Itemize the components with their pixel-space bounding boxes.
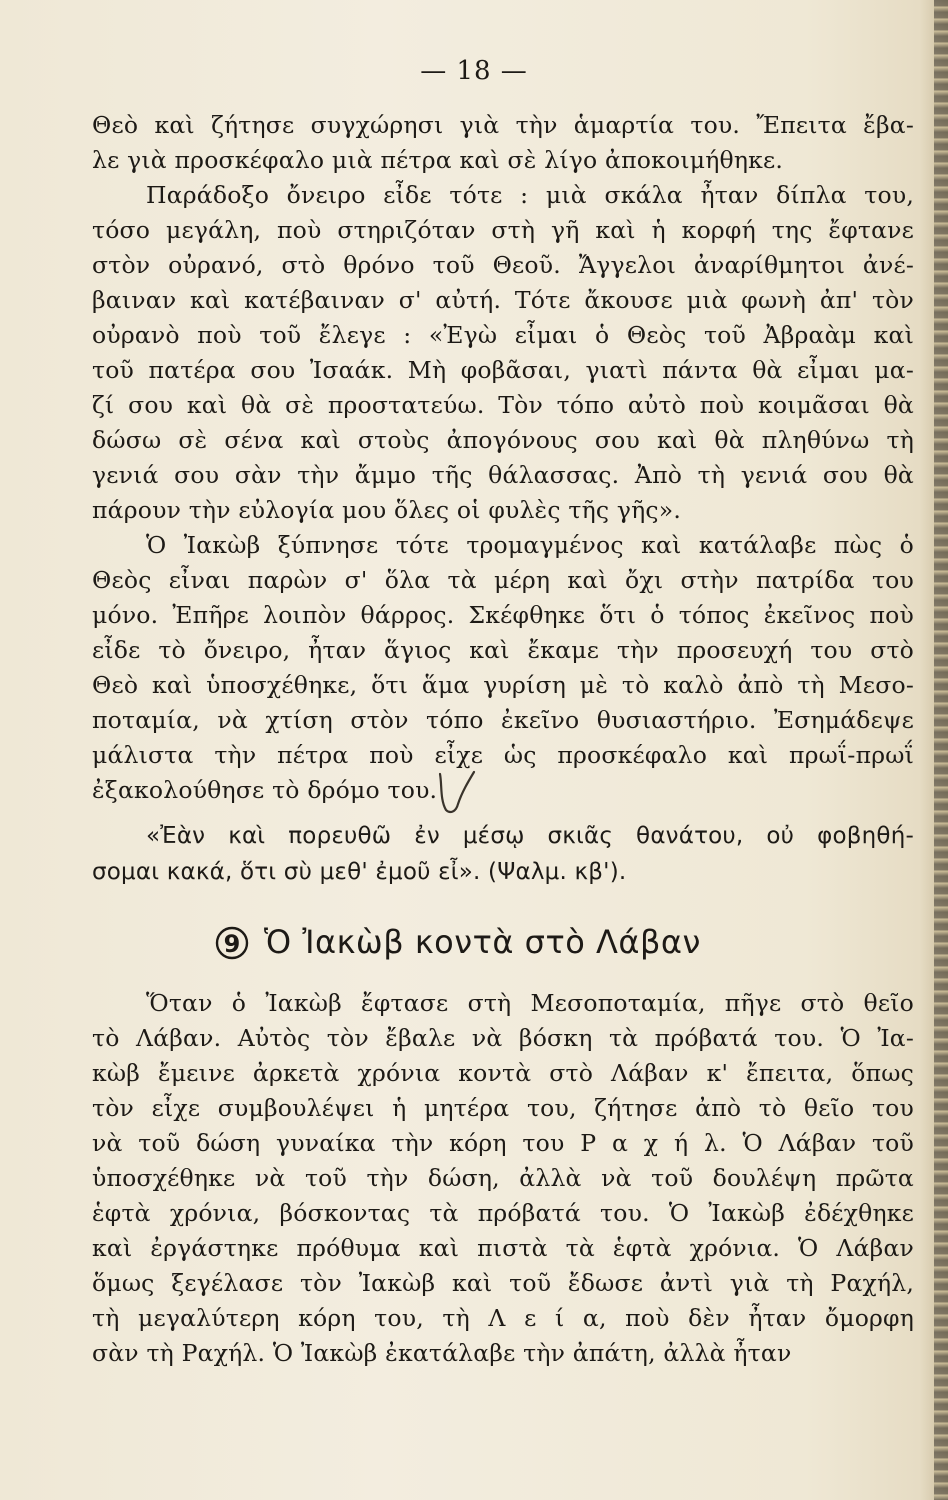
- text-line: δώσω σὲ σένα καὶ στοὺς ἀπογόνους σου καὶ θὰ πληθύνω τὴ: [92, 426, 914, 454]
- quote-line: σομαι κακά, ὅτι σὺ μεθ' ἐμοῦ εἶ». (Ψαλμ. κβ').: [92, 859, 627, 885]
- text-line: τόσο μεγάλη, ποὺ στηριζόταν στὴ γῆ καὶ ἡ κορφή της ἔφτανε: [92, 216, 914, 244]
- text-line: γενιά σου σὰν τὴν ἄμμο τῆς θάλασσας. Ἀπὸ τὴ γενιά σου θὰ: [92, 461, 914, 489]
- text-line: λε γιὰ προσκέφαλο μιὰ πέτρα καὶ σὲ λίγο ἀποκοιμήθηκε.: [92, 146, 784, 174]
- text-line: ὅμως ξεγέλασε τὸν Ἰακὼβ καὶ τοῦ ἔδωσε ἀντὶ γιὰ τὴ Ραχήλ,: [92, 1269, 914, 1297]
- main-text-top: [92, 108, 914, 808]
- text-line: ὑποσχέθηκε νὰ τοῦ τὴν δώση, ἀλλὰ νὰ τοῦ δουλέψη πρῶτα: [92, 1164, 914, 1192]
- section-number-badge: [212, 922, 252, 962]
- text-line: εἶδε τὸ ὄνειρο, ἦταν ἅγιος καὶ ἔκαμε τὴν προσευχή του στὸ: [92, 636, 914, 664]
- text-line: καὶ ἐργάστηκε πρόθυμα καὶ πιστὰ τὰ ἑφτὰ χρόνια. Ὁ Λάβαν: [92, 1234, 914, 1262]
- text-line: τὴ μεγαλύτερη κόρη του, τὴ Λ ε ί α, ποὺ δὲν ἦταν ὄμορφη: [92, 1304, 914, 1332]
- section-title: Ὁ Ἰακὼβ κοντὰ στὸ Λάβαν: [264, 923, 701, 961]
- text-line: τὸ Λάβαν. Αὐτὸς τὸν ἔβαλε νὰ βόσκη τὰ πρόβατά του. Ὁ Ἰα-: [92, 1024, 914, 1052]
- quote-line: «Ἐὰν καὶ πορευθῶ ἐν μέσῳ σκιᾶς θανάτου, οὐ φοβηθή-: [146, 823, 914, 849]
- text-line: μόνο. Ἐπῆρε λοιπὸν θάρρος. Σκέφθηκε ὅτι ὁ τόπος ἐκεῖνος ποὺ: [92, 601, 914, 629]
- text-line: ἑφτὰ χρόνια, βόσκοντας τὰ πρόβατά του. Ὁ Ἰακὼβ ἐδέχθηκε: [92, 1199, 914, 1227]
- text-line: σὰν τὴ Ραχήλ. Ὁ Ἰακὼβ ἐκατάλαβε τὴν ἀπάτη, ἀλλὰ ἦταν: [92, 1339, 792, 1367]
- text-line: ἐξακολούθησε τὸ δρόμο του.: [92, 776, 438, 804]
- text-line: ζί σου καὶ θὰ σὲ προστατεύω. Τὸν τόπο αὐτὸ ποὺ κοιμᾶσαι θὰ: [92, 391, 914, 419]
- text-line: τοῦ πατέρα σου Ἰσαάκ. Μὴ φοβᾶσαι, γιατὶ πάντα θὰ εἶμαι μα-: [92, 356, 914, 384]
- text-line: κὼβ ἔμεινε ἀρκετὰ χρόνια κοντὰ στὸ Λάβαν κ' ἔπειτα, ὅπως: [92, 1059, 914, 1087]
- page-number: — 18 —: [420, 56, 528, 86]
- text-line: Θεὸ καὶ ζήτησε συγχώρησι γιὰ τὴν ἁμαρτία του. Ἔπειτα ἔβα-: [92, 111, 914, 139]
- psalm-quote: [92, 818, 914, 890]
- section-number: 9: [223, 930, 241, 958]
- text-line: Ὁ Ἰακὼβ ξύπνησε τότε τρομαγμένος καὶ κατάλαβε πὼς ὁ: [146, 531, 914, 559]
- text-line: βαιναν καὶ κατέβαιναν σ' αὐτή. Τότε ἄκουσε μιὰ φωνὴ ἀπ' τὸν: [92, 286, 914, 314]
- text-line: στὸν οὐρανό, στὸ θρόνο τοῦ Θεοῦ. Ἄγγελοι ἀναρίθμητοι ἀνέ-: [92, 251, 914, 279]
- handwritten-check-mark: [436, 770, 476, 816]
- text-line: νὰ τοῦ δώση γυναίκα τὴν κόρη του Ρ α χ ή λ. Ὁ Λάβαν τοῦ: [92, 1129, 914, 1157]
- text-line: Θεὸ καὶ ὑποσχέθηκε, ὅτι ἅμα γυρίση μὲ τὸ καλὸ ἀπὸ τὴ Μεσο-: [92, 671, 914, 699]
- text-line: πάρουν τὴν εὐλογία μου ὅλες οἱ φυλὲς τῆς γῆς».: [92, 496, 682, 524]
- text-line: οὐρανὸ ποὺ τοῦ ἔλεγε : «Ἐγὼ εἶμαι ὁ Θεὸς τοῦ Ἀβραὰμ καὶ: [92, 321, 914, 349]
- text-line: Ὅταν ὁ Ἰακὼβ ἔφτασε στὴ Μεσοποταμία, πῆγε στὸ θεῖο: [146, 989, 914, 1017]
- text-line: Θεὸς εἶναι παρὼν σ' ὅλα τὰ μέρη καὶ ὄχι στὴν πατρίδα του: [92, 566, 914, 594]
- text-line: ποταμία, νὰ χτίση στὸν τόπο ἐκεῖνο θυσιαστήριο. Ἐσημάδεψε: [92, 706, 914, 734]
- page-edge: [934, 0, 948, 1500]
- text-line: μάλιστα τὴν πέτρα ποὺ εἶχε ὡς προσκέφαλο καὶ πρωΐ-πρωΐ: [92, 741, 914, 769]
- main-text-bottom: [92, 986, 914, 1371]
- section-heading: [212, 916, 852, 968]
- text-line: Παράδοξο ὄνειρο εἶδε τότε : μιὰ σκάλα ἦταν δίπλα του,: [146, 181, 914, 209]
- text-line: τὸν εἶχε συμβουλέψει ἡ μητέρα του, ζήτησε ἀπὸ τὸ θεῖο του: [92, 1094, 914, 1122]
